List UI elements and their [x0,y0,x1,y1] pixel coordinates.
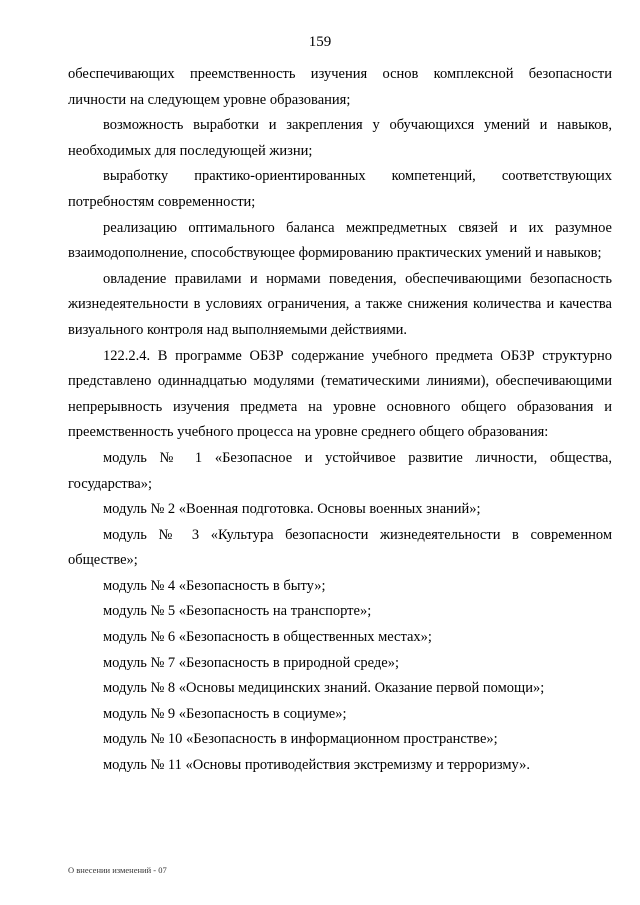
module-item: модуль № 3 «Культура безопасности жизнедеятельности в современном обществе»; [68,526,612,569]
paragraph: реализацию оптимального баланса межпредметных связей и их разумное взаимодополнение, способствующее формированию практических умений и навыков; [68,219,612,262]
page-number: 159 [308,34,332,50]
module-item: модуль № 8 «Основы медицинских знаний. Оказание первой помощи»; [103,680,545,697]
paragraph-section-122-2-4: 122.2.4. В программе ОБЗР содержание учебного предмета ОБЗР структурно представлено одиннадцатью модулями (тематическими линиями), обеспечивающими непрерывность изучения предмета на уровне основного общего образования и преемственность учебного процесса на уровне среднего общего образования: [68,347,612,441]
document-body [68,62,612,779]
module-item: модуль № 9 «Безопасность в социуме»; [103,705,347,722]
footer-note: О внесении изменений - 07 [68,865,167,875]
module-item: модуль № 4 «Безопасность в быту»; [103,577,326,594]
module-item: модуль № 11 «Основы противодействия экстремизму и терроризму». [103,757,531,774]
module-item: модуль № 7 «Безопасность в природной среде»; [103,654,400,671]
paragraph: возможность выработки и закрепления у обучающихся умений и навыков, необходимых для последующей жизни; [68,117,612,159]
module-item: модуль № 2 «Военная подготовка. Основы военных знаний»; [103,501,481,518]
paragraph-continuation: обеспечивающих преемственность изучения основ комплексной безопасности личности на следующем уровне образования; [68,66,612,108]
module-item: модуль № 10 «Безопасность в информационном пространстве»; [103,731,498,748]
paragraph: овладение правилами и нормами поведения, обеспечивающими безопасность жизнедеятельности в условиях ограничения, а также снижения количества и качества визуального контроля над выполняемыми действиями. [68,270,612,338]
module-item: модуль № 6 «Безопасность в общественных местах»; [103,629,432,646]
paragraph: выработку практико-ориентированных компетенций, соответствующих потребностям современности; [68,168,612,210]
module-item: модуль № 5 «Безопасность на транспорте»; [103,603,372,620]
module-item: модуль № 1 «Безопасное и устойчивое развитие личности, общества, государства»; [68,449,612,492]
